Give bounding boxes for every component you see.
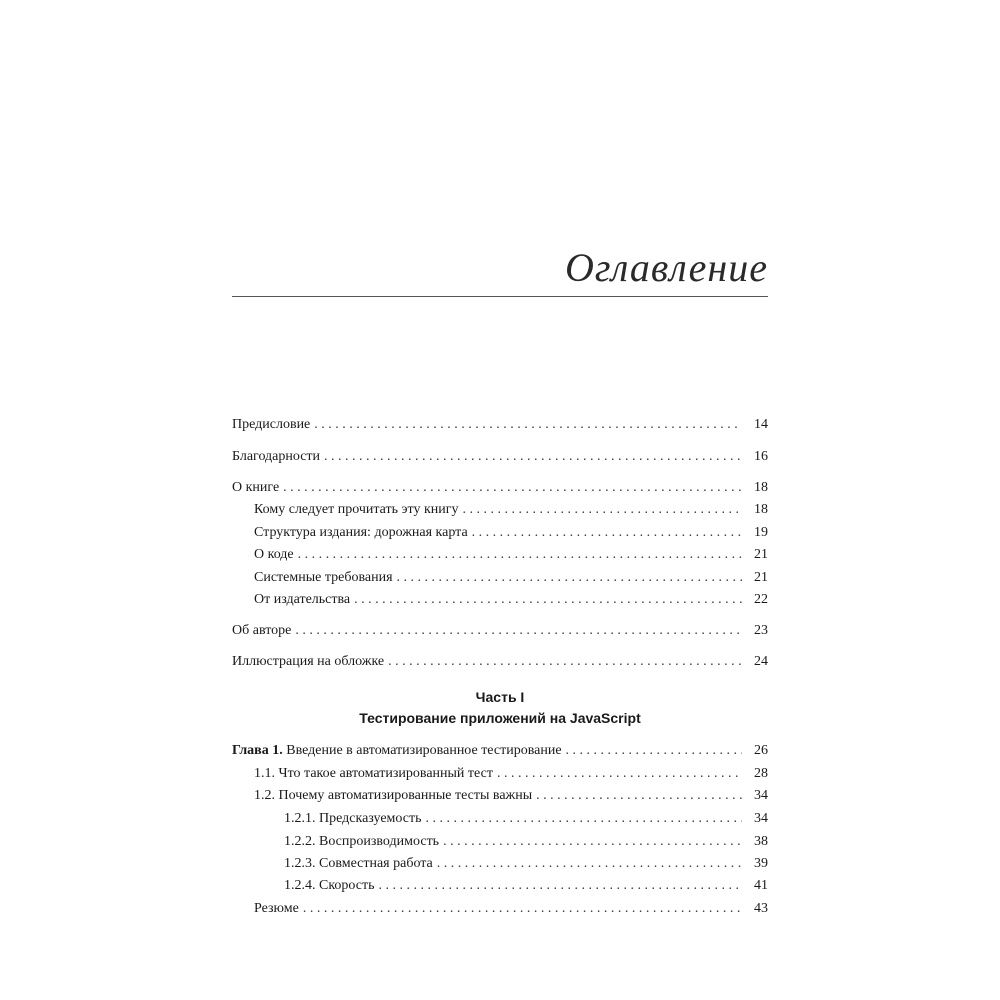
- part-number: Часть I: [475, 689, 525, 705]
- toc-entry-label: О коде: [254, 547, 294, 562]
- toc-entry-page: 22: [754, 592, 768, 607]
- dot-leader: [283, 479, 742, 497]
- page-title: Оглавление: [564, 245, 768, 290]
- toc-entry-page: 39: [754, 856, 768, 871]
- toc-entry-page: 21: [754, 570, 768, 585]
- toc-subentry: [254, 524, 768, 542]
- toc-entry-label: Иллюстрация на обложке: [232, 654, 385, 669]
- toc-entry-page: 19: [754, 525, 768, 540]
- toc-entry-label: 1.1. Что такое автоматизированный тест: [254, 766, 493, 781]
- dot-leader: [354, 591, 742, 609]
- toc-entry: [232, 416, 768, 434]
- toc-entry: [232, 653, 768, 671]
- toc-entry-label: О книге: [232, 480, 280, 495]
- toc-subsection: [284, 833, 768, 851]
- dot-leader: [295, 622, 742, 640]
- toc-entry-label: От издательства: [254, 592, 351, 607]
- dot-leader: [536, 787, 742, 805]
- chapter-prefix: Глава 1.: [232, 743, 283, 758]
- dot-leader: [437, 855, 742, 873]
- dot-leader: [298, 546, 742, 564]
- toc-entry-page: 16: [754, 449, 768, 464]
- toc-entry: [232, 622, 768, 640]
- chapter-label: [232, 742, 562, 760]
- toc-entry-label: 1.2. Почему автоматизированные тесты важны: [254, 788, 533, 803]
- toc-entry-page: 41: [754, 878, 768, 893]
- toc-entry: [232, 448, 768, 466]
- part-title: Тестирование приложений на JavaScript: [359, 710, 641, 726]
- toc-subentry: [254, 501, 768, 519]
- toc-section: [254, 900, 768, 918]
- dot-leader: [397, 569, 742, 587]
- toc-entry-page: 18: [754, 502, 768, 517]
- toc-entry-label: 1.2.3. Совместная работа: [284, 856, 433, 871]
- toc-entry-label: 1.2.1. Предсказуемость: [284, 811, 422, 826]
- toc-entry-page: 26: [754, 743, 768, 758]
- chapter-title: Введение в автоматизированное тестирование: [286, 743, 562, 758]
- chapter-entry: [232, 742, 768, 760]
- dot-leader: [443, 833, 742, 851]
- toc-subsection: [284, 855, 768, 873]
- title-rule: [232, 296, 768, 297]
- toc-entry-page: 21: [754, 547, 768, 562]
- toc-section: [254, 787, 768, 805]
- toc-subsection: [284, 810, 768, 828]
- toc-entry-label: Системные требования: [254, 570, 393, 585]
- toc-subsection: [284, 877, 768, 895]
- toc-entry-page: 14: [754, 417, 768, 432]
- toc-entry: [232, 479, 768, 497]
- toc-subentry: [254, 546, 768, 564]
- toc-entry-page: 43: [754, 901, 768, 916]
- toc-section: [254, 765, 768, 783]
- toc-entry-page: 28: [754, 766, 768, 781]
- toc-entry-page: 38: [754, 834, 768, 849]
- dot-leader: [463, 501, 742, 519]
- toc-entry-page: 34: [754, 788, 768, 803]
- toc-subentry: [254, 591, 768, 609]
- toc-entry-page: 23: [754, 623, 768, 638]
- dot-leader: [379, 877, 743, 895]
- dot-leader: [472, 524, 742, 542]
- toc-entry-label: Структура издания: дорожная карта: [254, 525, 468, 540]
- dot-leader: [314, 416, 742, 434]
- toc-entry-page: 34: [754, 811, 768, 826]
- toc-entry-label: Благодарности: [232, 449, 321, 464]
- toc-entry-page: 24: [754, 654, 768, 669]
- toc-entry-label: 1.2.4. Скорость: [284, 878, 375, 893]
- toc-entry-label: Резюме: [254, 901, 299, 916]
- toc-entry-label: 1.2.2. Воспроизводимость: [284, 834, 440, 849]
- dot-leader: [425, 810, 742, 828]
- toc-entry-label: Кому следует прочитать эту книгу: [254, 502, 459, 517]
- toc-entry-label: Об авторе: [232, 623, 292, 638]
- toc-entry-page: 18: [754, 480, 768, 495]
- dot-leader: [303, 900, 742, 918]
- toc-entry-label: Предисловие: [232, 417, 311, 432]
- dot-leader: [388, 653, 742, 671]
- toc-subentry: [254, 569, 768, 587]
- dot-leader: [324, 448, 742, 466]
- dot-leader: [497, 765, 742, 783]
- dot-leader: [566, 742, 742, 760]
